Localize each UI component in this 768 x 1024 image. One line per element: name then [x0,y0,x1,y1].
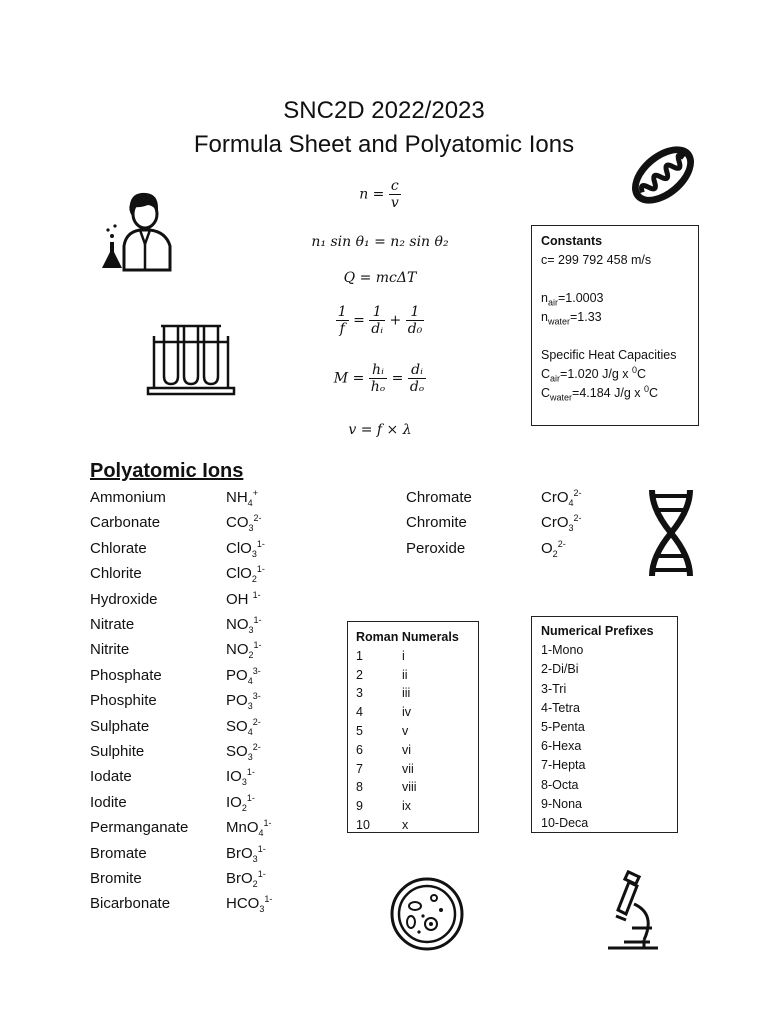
roman-numeral-row [356,666,470,685]
roman-number: x [402,817,409,832]
ion-name: Permanganate [90,819,189,837]
formula-numerator: 1 [369,304,385,321]
formula-numerator: 1 [337,304,347,320]
ion-formula: $IO_3^{1-}$ [226,767,255,788]
ion-name: Carbonate [90,514,161,532]
prefix-item: 6-Hexa [541,739,582,754]
roman-numeral-row [356,722,470,741]
polyatomic-ion-list [90,488,310,918]
roman-number: ix [402,799,412,814]
roman-number: iv [402,705,412,720]
formula-denominator: v [390,195,399,211]
prefix-item: 2-Di/Bi [541,662,579,677]
roman-numeral-row [356,797,470,816]
arabic-number: 9 [356,799,363,814]
arabic-number: 8 [356,780,363,795]
arabic-number: 3 [356,686,363,701]
arabic-number: 1 [356,648,363,663]
ion-formula: $SO_4^{2-}$ [226,716,261,737]
ion-formula: BrO$_2^{1-}$ [226,869,266,889]
formula-numerator: 1 [406,304,425,321]
formula-lhs: n = [359,186,385,203]
formula-denominator: hₒ [370,379,386,395]
formula-numerator: dᵢ [408,362,426,379]
roman-numeral-row [356,760,470,779]
roman-numeral-row [356,778,470,797]
arabic-number: 6 [356,742,363,757]
scientist-icon [100,190,180,272]
ion-formula: $SO_3^{2-}$ [226,742,261,762]
constant-n-water: $n_{water}=1.33$ [541,310,602,327]
formula-magnification: M = $\frac{\text{hᵢ}}{\text{hₒ}}$ = $\frac{\text{dᵢ}}{\text{dₒ}}$ [333,362,425,395]
mitochondria-icon [626,137,700,213]
roman-number: i [402,648,405,663]
prefix-item: 7-Hepta [541,758,586,773]
ion-formula: $NH_4^+$ [226,488,258,508]
roman-numeral-row [356,647,470,666]
roman-number: vii [402,761,414,776]
page-subtitle: Formula Sheet and Polyatomic Ions [193,131,575,158]
ion-formula: $IO_2^{1-}$ [226,792,255,813]
ion-formula: CrO$_4^{2-}$ [541,488,582,508]
formula-refraction-index [330,178,430,211]
constant-c-water: $C_{water}=4.184$ J/g x $^0$C [541,383,659,403]
prefix-item: 10-Deca [541,816,589,831]
formula-heat: Q = mcΔT [343,270,417,286]
ion-name: Nitrate [90,616,135,633]
ion-formula: $O_2^{2-}$ [541,538,566,559]
roman-numeral-row [356,741,470,760]
ion-name: Chlorate [90,539,147,557]
page-title: SNC2D 2022/2023 [283,97,485,124]
arabic-number: 10 [356,817,370,832]
arabic-number: 4 [356,705,363,720]
ion-formula: ClO$_2^{1-}$ [226,564,265,585]
formula-snell-law: n₁ sin θ₁ = n₂ sin θ₂ [311,234,449,250]
ion-name: Iodite [90,793,127,811]
ion-name: Bromite [90,870,142,887]
constants-box [531,225,699,426]
roman-numerals-box [347,621,479,833]
ion-name: Bromate [90,844,147,862]
ion-name: Chromate [406,489,472,506]
ion-formula: $CO_3^{2-}$ [226,513,262,534]
ion-formula: ClO$_3^{1-}$ [226,538,265,559]
arabic-number: 5 [356,723,363,738]
petri-dish-icon [389,876,465,952]
formula-numerator: c [389,178,401,195]
ion-formula: $HCO_3^{1-}$ [226,894,273,915]
formula-thin-lens: $\frac{1}{f}$ = $\frac{1}{\text{dᵢ}}$ + $\frac{1}{\text{d₀}}$ [337,304,423,337]
ion-formula: CrO$_3^{2-}$ [541,513,582,534]
arabic-number: 7 [356,761,363,776]
formula-denominator: dₒ [409,379,425,395]
polyatomic-ions-heading: Polyatomic Ions [90,460,244,482]
prefix-item: 8-Octa [541,777,579,792]
ion-name: Hydroxide [90,590,158,608]
ion-formula: $PO_3^{3-}$ [226,691,261,712]
microscope-icon [604,870,662,954]
ion-name: Bicarbonate [90,895,171,913]
ion-name: Chromite [406,514,467,532]
roman-number: iii [402,686,411,701]
constant-speed-of-light: c= 299 792 458 m/s [541,253,652,267]
formula-denominator: dᵢ [371,321,384,337]
roman-number: ii [402,667,408,682]
ion-name: Ammonium [90,489,166,506]
ion-name: Iodate [90,768,132,786]
constants-heading: Constants [541,234,603,248]
ion-formula: $NO_2^{1-}$ [226,640,262,661]
formula-denominator: f [339,321,345,337]
roman-numerals-heading: Roman Numerals [356,630,459,644]
constant-c-air: $C_{air}=1.020$ J/g x $^0$C [541,364,647,384]
roman-number: v [402,723,409,738]
ion-formula: MnO$_4^{1-}$ [226,818,272,839]
ion-name: Chlorite [90,565,142,583]
ion-name: Peroxide [406,539,466,557]
prefix-item: 5-Penta [541,720,585,735]
polyatomic-ion-list-secondary [406,488,606,568]
ion-formula: $NO_3^{1-}$ [226,615,262,635]
arabic-number: 2 [356,667,363,682]
prefix-item: 4-Tetra [541,700,580,715]
ion-name: Sulphite [90,743,145,760]
specific-heat-heading: Specific Heat Capacities [541,348,677,362]
dna-icon [648,488,694,578]
ion-name: Sulphate [90,717,150,735]
formula-denominator: d₀ [407,321,423,337]
ion-name: Phosphite [90,692,157,710]
prefix-item: 3-Tri [541,681,567,696]
formula-numerator: hᵢ [369,362,387,379]
ion-formula: OH $^{1-}$ [226,589,261,608]
formula-lhs: M = [333,370,365,387]
ion-name: Nitrite [90,641,130,659]
roman-number: vi [402,742,412,757]
constant-n-air: $n_{air}=1.0003$ [541,291,604,308]
prefix-item: 1-Mono [541,643,584,658]
roman-numeral-row [356,816,470,833]
ion-formula: $PO_4^{3-}$ [226,665,261,686]
roman-numeral-row [356,703,470,722]
numerical-prefixes-heading: Numerical Prefixes [541,624,654,638]
formula-wave-speed: v = f × λ [348,422,412,438]
ion-formula: BrO$_3^{1-}$ [226,843,266,864]
prefix-item: 9-Nona [541,796,582,811]
roman-numeral-row [356,684,470,703]
ion-name: Phosphate [90,666,162,684]
roman-number: viii [402,780,417,795]
numerical-prefixes-box [531,616,678,833]
test-tubes-icon [146,322,236,398]
